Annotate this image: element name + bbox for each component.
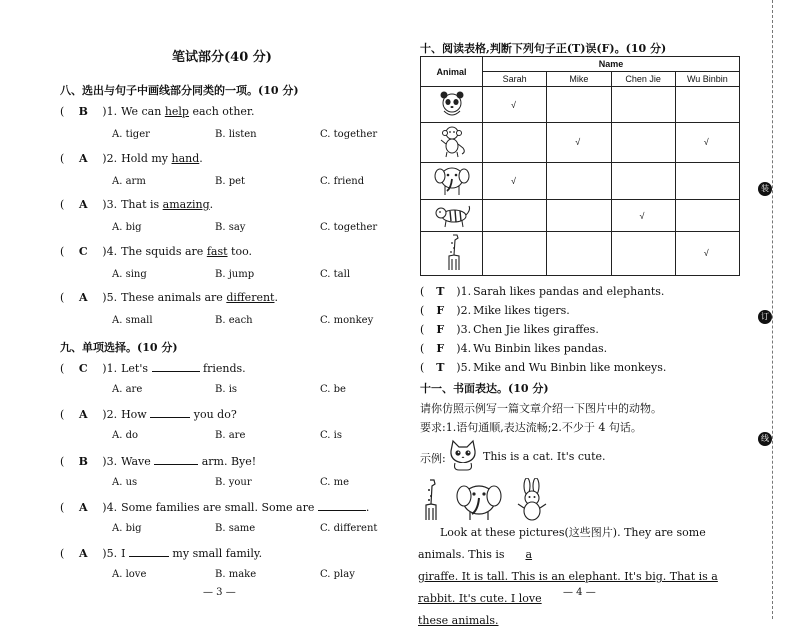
statement-text: Chen Jie likes giraffes. [473,323,599,336]
question-number: )1. [102,362,118,375]
option-b: B. pet [215,176,246,187]
paren-open: ( [420,323,425,336]
question-number: )4. [102,245,118,258]
option-c: C. together [320,129,378,140]
table-header-sarah: Sarah [483,72,547,87]
answer: F [436,323,445,336]
question-text: Some families are small. Some are [121,501,318,514]
option-b: B. make [215,569,257,580]
binding-mark-2: 订 [758,310,772,324]
question-line [60,500,369,514]
table-row [421,200,740,231]
question-line [60,546,262,560]
table-header-wu-binbin: Wu Binbin [675,72,739,87]
question-number: )3. [102,455,118,468]
table-cell [547,231,611,275]
elephant-icon [456,478,502,522]
paren-open: ( [60,198,65,211]
monkey-icon [421,122,483,162]
table-header-chen-jie: Chen Jie [611,72,675,87]
statement-text: Sarah likes pandas and elephants. [473,285,665,298]
example-label: 示例: [420,452,446,465]
statement-number: )4. [456,342,472,355]
giraffe-icon [421,231,483,275]
table-cell: √ [675,231,739,275]
answer-blank [129,546,169,557]
table-row [421,231,740,275]
table-cell [611,162,675,200]
reading-table [420,56,740,276]
statement-text: Wu Binbin likes pandas. [473,342,608,355]
question-line [60,105,254,118]
option-b: B. are [215,430,246,441]
answer: B [78,105,88,118]
paren-open: ( [60,291,65,304]
option-c: C. tall [320,269,351,280]
option-a: A. tiger [112,129,150,140]
underlined-word: different [226,291,275,304]
option-c: C. is [320,430,342,441]
statement-line [420,285,664,298]
question-text-end: arm. Bye! [198,455,257,468]
question-text-end: my small family. [168,547,263,560]
question-number: )4. [102,501,118,514]
answer: A [79,198,88,211]
giraffe-icon [418,478,440,522]
table-row [421,162,740,200]
option-a: A. small [112,315,153,326]
paren-open: ( [420,304,425,317]
writing-instruction: 请你仿照示例写一篇文章介绍一下图片中的动物。 [420,402,662,415]
table-cell [611,122,675,162]
question-number: )5. [102,291,118,304]
question-number: )5. [102,547,118,560]
binding-line [772,0,773,619]
paren-open: ( [420,342,425,355]
answer: T [436,361,445,374]
table-cell: √ [611,200,675,231]
statement-number: )2. [456,304,472,317]
question-text-end: . [274,291,278,304]
option-b: B. same [215,523,256,534]
essay-answer-1: a [525,548,533,561]
answer-blank [150,407,190,418]
paren-open: ( [60,362,65,375]
option-c: C. together [320,222,378,233]
table-cell [675,162,739,200]
paren-open: ( [60,547,65,560]
option-a: A. big [112,523,142,534]
binding-mark-1: 装 [758,182,772,196]
page-title: 笔试部分(40 分) [172,50,272,65]
option-c: C. monkey [320,315,374,326]
underlined-word: fast [206,245,228,258]
statement-line [420,304,570,317]
answer: C [78,245,88,258]
option-c: C. be [320,384,346,395]
answer-blank [152,361,200,372]
statement-number: )1. [456,285,472,298]
question-text-end: you do? [190,408,237,421]
table-cell: √ [483,87,547,123]
answer: F [436,304,445,317]
question-text: These animals are [121,291,227,304]
tiger-icon [421,200,483,231]
option-c: C. different [320,523,378,534]
question-text-end: . [199,152,203,165]
answer: A [79,408,88,421]
table-cell [547,200,611,231]
question-text-end: friends. [199,362,246,375]
section-9-heading: 九、单项选择。(10 分) [60,341,178,354]
table-cell [483,200,547,231]
table-cell: √ [675,122,739,162]
option-b: B. is [215,384,238,395]
statement-number: )3. [456,323,472,336]
option-b: B. listen [215,129,257,140]
statement-line [420,323,599,336]
question-line [60,291,278,304]
answer-blank [154,454,198,465]
option-b: B. jump [215,269,255,280]
paren-open: ( [60,501,65,514]
question-text: Let's [121,362,152,375]
statement-text: Mike and Wu Binbin like monkeys. [473,361,667,374]
question-number: )2. [102,408,118,421]
question-line [60,454,256,468]
option-a: A. are [112,384,143,395]
question-number: )2. [102,152,118,165]
question-text-end: . [209,198,214,211]
question-line [60,152,203,165]
question-text: Hold my [121,152,172,165]
answer: C [78,362,88,375]
option-c: C. play [320,569,355,580]
option-b: B. say [215,222,246,233]
question-text: I [121,547,129,560]
option-c: C. friend [320,176,365,187]
option-a: A. arm [112,176,146,187]
paren-open: ( [60,105,65,118]
table-row [421,122,740,162]
question-line [60,198,213,211]
answer: T [436,285,445,298]
table-cell: √ [547,122,611,162]
essay-answer-3: these animals. [418,614,499,627]
underlined-word: hand [171,152,200,165]
option-b: B. each [215,315,253,326]
question-text-end: . [365,501,370,514]
table-row [421,87,740,123]
question-text: Wave [121,455,155,468]
option-a: A. love [112,569,147,580]
question-text: The squids are [121,245,207,258]
answer: F [436,342,445,355]
table-header-animal: Animal [421,57,483,87]
page-number-left: — 3 — [203,587,236,598]
option-a: A. sing [112,269,147,280]
paren-open: ( [420,285,425,298]
question-number: )3. [102,198,118,211]
section-10-heading: 十、阅读表格,判断下列句子正(T)误(F)。(10 分) [420,42,667,55]
paren-open: ( [60,245,65,258]
essay-lead: Look at these pictures(这些图片). They are some animals. This is [418,526,706,561]
answer: A [79,152,88,165]
option-a: A. big [112,222,142,233]
underlined-word: amazing [162,198,210,211]
answer: A [79,291,88,304]
question-text-end: too. [227,245,252,258]
table-cell [547,87,611,123]
paren-open: ( [420,361,425,374]
option-c: C. me [320,477,350,488]
answer-blank [318,500,366,511]
option-a: A. us [112,477,138,488]
question-line [60,407,237,421]
statement-line [420,342,607,355]
elephant-icon [421,162,483,200]
paren-open: ( [60,152,65,165]
section-11-heading: 十一、书面表达。(10 分) [420,382,549,395]
statement-number: )5. [456,361,472,374]
table-cell [547,162,611,200]
essay-answer [418,522,748,632]
underlined-word: help [164,105,189,118]
statement-line [420,361,666,374]
table-header-name: Name [483,57,740,72]
question-text: That is [121,198,163,211]
answer: B [78,455,88,468]
section-8-heading: 八、选出与句子中画线部分同类的一项。(10 分) [60,84,299,97]
rabbit-icon [514,478,550,522]
question-text-end: each other. [188,105,255,118]
table-cell [483,231,547,275]
table-cell [675,87,739,123]
table-cell [675,200,739,231]
question-number: )1. [102,105,118,118]
binding-mark-3: 线 [758,432,772,446]
question-text: How [121,408,151,421]
writing-requirements: 要求:1.语句通顺,表达流畅;2.不少于 4 句话。 [420,421,642,434]
table-cell [483,122,547,162]
question-text: We can [121,105,165,118]
panda-icon [421,87,483,123]
option-a: A. do [112,430,139,441]
table-cell [611,87,675,123]
question-line [60,245,252,258]
answer: A [79,547,88,560]
cat-icon [445,437,481,473]
option-b: B. your [215,477,252,488]
example-text: This is a cat. It's cute. [483,450,606,463]
page-number-right: — 4 — [563,587,596,598]
statement-text: Mike likes tigers. [473,304,570,317]
table-cell: √ [483,162,547,200]
paren-open: ( [60,408,65,421]
table-cell [611,231,675,275]
essay-answer-2: giraffe. It is tall. This is an elephant. It's big. That is a rabbit. It's cute. I love [418,570,718,605]
answer: A [79,501,88,514]
paren-open: ( [60,455,65,468]
table-header-mike: Mike [547,72,611,87]
question-line [60,361,246,375]
